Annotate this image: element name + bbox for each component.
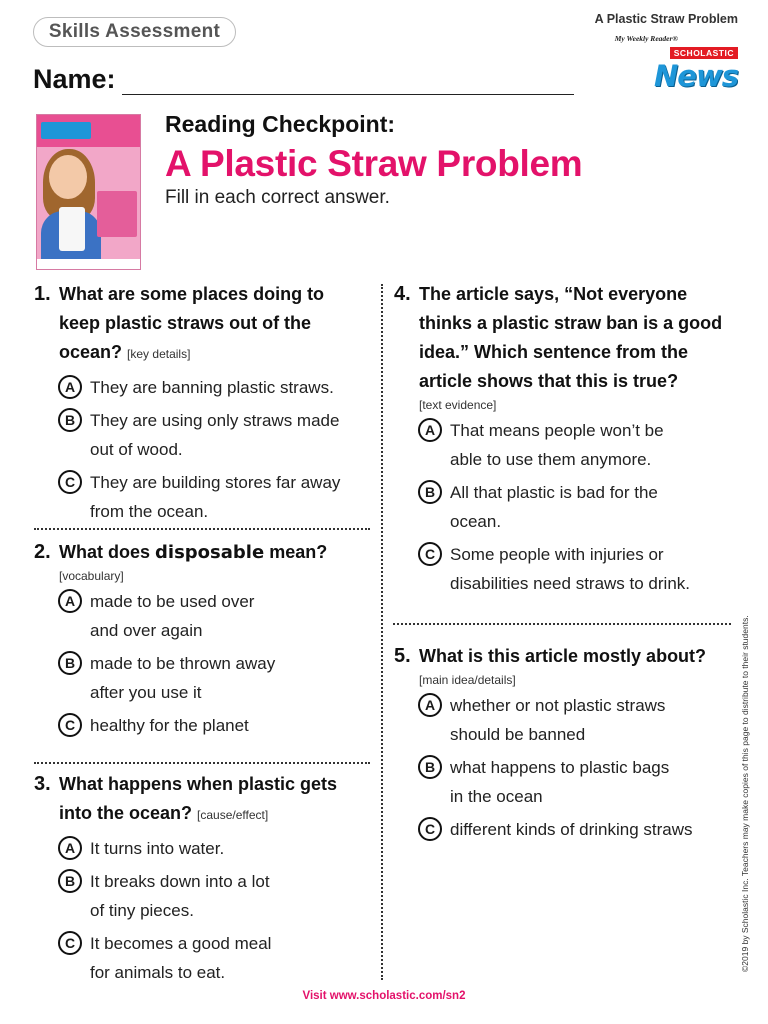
option-text: different kinds of drinking straws (450, 820, 693, 839)
option-bubble[interactable]: A (58, 836, 82, 860)
skill-tag: [cause/effect] (197, 808, 269, 822)
question-divider (34, 762, 370, 764)
question-divider (393, 623, 731, 625)
question-number: 5. (394, 645, 411, 667)
column-divider (381, 284, 383, 980)
option-bubble[interactable]: C (418, 817, 442, 841)
option-text: It becomes a good meal for animals to eat. (90, 934, 272, 982)
instructions: Fill in each correct answer. (165, 187, 390, 208)
option-text: That means people won’t be able to use them anymore. (450, 421, 664, 469)
question-number: 4. (394, 283, 411, 305)
option-text: It breaks down into a lot of tiny pieces. (90, 872, 270, 920)
skills-assessment-badge: Skills Assessment (33, 17, 236, 47)
answer-option-b[interactable] (394, 753, 739, 811)
question-line: What are some places doing to (59, 284, 325, 304)
answer-option-b[interactable] (394, 478, 739, 536)
question-4 (394, 280, 739, 598)
option-bubble[interactable]: B (418, 755, 442, 779)
news-logo: News (654, 59, 738, 93)
page-title: A Plastic Straw Problem (165, 143, 583, 184)
skill-tag: [text evidence] (419, 398, 497, 412)
cover-text-block (97, 191, 137, 237)
name-field-line[interactable] (122, 69, 574, 95)
answer-option-a[interactable] (34, 373, 374, 402)
checkpoint-heading: Reading Checkpoint: (165, 111, 396, 137)
option-bubble[interactable]: A (418, 693, 442, 717)
name-label: Name: (33, 64, 116, 94)
doc-title: A Plastic Straw Problem (594, 12, 738, 26)
answer-option-c[interactable] (34, 468, 374, 526)
option-bubble[interactable]: C (58, 931, 82, 955)
answer-option-a[interactable] (394, 416, 739, 474)
option-bubble[interactable]: B (58, 651, 82, 675)
skill-tag: [key details] (127, 347, 191, 361)
question-line: keep plastic straws out of the (59, 313, 312, 333)
skill-tag: [vocabulary] (59, 569, 124, 583)
skill-tag: [main idea/details] (419, 673, 516, 687)
option-bubble[interactable]: A (58, 589, 82, 613)
question-1 (34, 280, 374, 526)
answer-option-b[interactable] (34, 406, 374, 464)
magazine-cover-image (36, 114, 141, 270)
option-text: They are banning plastic straws. (90, 378, 334, 397)
answer-option-c[interactable] (34, 929, 374, 987)
option-text: They are using only straws made out of wood. (90, 411, 340, 459)
option-bubble[interactable]: C (418, 542, 442, 566)
question-divider (34, 528, 370, 530)
cover-bottom-strip (37, 259, 140, 269)
question-2 (34, 538, 374, 740)
copyright-notice: ©2019 by Scholastic Inc. Teachers may make copies of this page to distribute to their students. (740, 615, 750, 972)
answer-option-b[interactable] (34, 649, 374, 707)
question-3-text: 3. What happens when plastic gets into the ocean? [cause/effect] (34, 770, 374, 830)
answer-option-b[interactable] (34, 867, 374, 925)
footer-url[interactable]: Visit www.scholastic.com/sn2 (302, 990, 466, 1002)
answer-option-c[interactable] (394, 540, 739, 598)
cover-girl-face (49, 155, 87, 199)
option-text: made to be thrown away after you use it (90, 654, 276, 702)
cover-milk-glass (59, 207, 85, 251)
option-bubble[interactable]: C (58, 470, 82, 494)
option-bubble[interactable]: B (58, 869, 82, 893)
option-text: made to be used over and over again (90, 592, 255, 640)
option-text: healthy for the planet (90, 716, 249, 735)
option-bubble[interactable]: C (58, 713, 82, 737)
option-text: It turns into water. (90, 839, 225, 858)
option-text: Some people with injuries or disabilities need straws to drink. (450, 545, 691, 593)
header-brand (588, 12, 738, 93)
answer-option-c[interactable] (394, 815, 739, 844)
question-4-text: 4. The article says, “Not everyone thinks a plastic straw ban is a good idea.” Which sentence from the article shows that this is true? (394, 280, 739, 396)
question-5-text: 5. What is this article mostly about? (394, 642, 739, 671)
vocabulary-word: disposable (155, 542, 265, 563)
question-3 (34, 770, 374, 987)
answer-option-a[interactable] (34, 834, 374, 863)
option-bubble[interactable]: B (418, 480, 442, 504)
option-text: All that plastic is bad for the ocean. (450, 483, 658, 531)
option-text: They are building stores far away from the ocean. (90, 473, 341, 521)
answer-option-a[interactable] (34, 587, 374, 645)
question-line: ocean? [key details] (59, 342, 191, 362)
question-1-text (34, 280, 374, 369)
option-text: what happens to plastic bags in the ocean (450, 758, 670, 806)
cover-logo (41, 122, 91, 139)
question-number: 1. (34, 283, 51, 305)
question-number: 2. (34, 541, 51, 563)
option-bubble[interactable]: A (418, 418, 442, 442)
option-bubble[interactable]: A (58, 375, 82, 399)
question-5 (394, 642, 739, 844)
option-text: whether or not plastic straws should be banned (450, 696, 666, 744)
question-number: 3. (34, 773, 51, 795)
answer-option-c[interactable] (34, 711, 374, 740)
answer-option-a[interactable] (394, 691, 739, 749)
option-bubble[interactable]: B (58, 408, 82, 432)
scholastic-logo: SCHOLASTIC (670, 47, 738, 59)
question-2-text: 2. What does disposable mean? (34, 538, 374, 567)
name-row (33, 64, 574, 95)
brand-weekly-reader: My Weekly Reader® (614, 34, 678, 43)
